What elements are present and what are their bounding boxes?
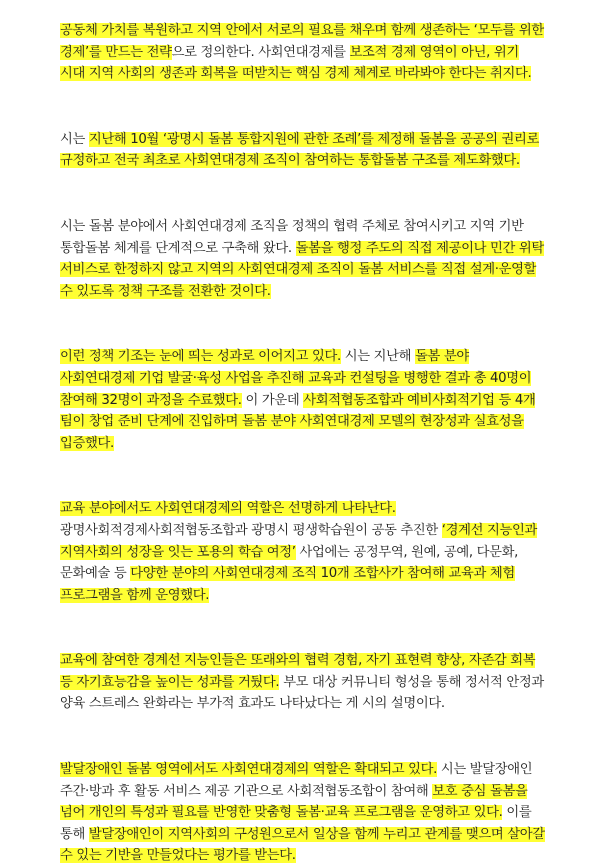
highlighted-text: 교육 분야에서도 사회연대경제의 역할은 선명하게 나타난다. — [60, 501, 396, 517]
plain-text: 이를 통해 — [60, 805, 532, 842]
highlighted-text: 보조적 경제 영역이 아닌, 위기 시대 지역 사회의 생존과 회복을 떠받치는 핵심 경제 체계로 바라봐야 한다는 취지다. — [60, 44, 532, 82]
highlighted-text: 사회적협동조합과 예비사회적기업 등 4개 팀이 창업 준비 단계에 진입하며 돌봄 분야 사회연대경제 모델의 현장성과 실효성을 입증했다. — [60, 392, 536, 451]
highlighted-text: 교육에 참여한 경계선 지능인들은 또래와의 협력 경험, 자기 표현력 향상, 자존감 회복 등 자기효능감을 높이는 성과를 거뒀다. — [60, 653, 536, 690]
paragraph-4 — [60, 346, 546, 454]
paragraph-2 — [60, 129, 546, 172]
plain-text: 으로 정의한다. 사회연대경제를 — [171, 44, 350, 60]
paragraph-6 — [60, 650, 546, 715]
plain-text: 시는 돌봄 분야에서 사회연대경제 조직을 정책의 협력 주체로 참여시키고 지역 기반 통합돌봄 체계를 단계적으로 구축해 왔다. — [60, 218, 524, 256]
plain-text: 부모 대상 커뮤니티 형성을 통해 정서적 안정과 양육 스트레스 완화라는 부가적 효과도 나타났다는 게 시의 설명이다. — [60, 674, 544, 712]
article-body — [60, 20, 546, 867]
highlighted-text: 공동체 가치를 복원하고 지역 안에서 서로의 필요를 채우며 함께 생존하는 ‘모두를 위한 경제’를 만드는 전략 — [60, 23, 544, 60]
plain-text: 이 가운데 — [241, 392, 304, 408]
highlighted-text: 돌봄을 행정 주도의 직접 제공이나 민간 위탁 서비스로 한정하지 않고 지역의 사회연대경제 조직이 돌봄 서비스를 직접 설계·운영할 수 있도록 정책 구조를 전환한 것이다. — [60, 240, 544, 299]
plain-text: 시는 발달장애인 주간·방과 후 활동 서비스 제공 기관으로 사회적협동조합이 참여해 — [60, 762, 533, 799]
paragraph-5 — [60, 498, 546, 606]
highlighted-text: 발달장애인 돌봄 영역에서도 사회연대경제의 역할은 확대되고 있다. — [60, 762, 437, 778]
paragraph-3 — [60, 216, 546, 302]
plain-text: 사업에는 공정무역, 원예, 공예, 다문화, 문화예술 등 — [60, 544, 518, 582]
paragraph-1 — [60, 20, 546, 85]
paragraph-7 — [60, 759, 546, 867]
plain-text: 시는 — [60, 131, 89, 147]
highlighted-text: 이런 정책 기조는 눈에 띄는 성과로 이어지고 있다. — [60, 349, 341, 365]
plain-text: 광명사회적경제사회적협동조합과 광명시 평생학습원이 공동 추진한 — [60, 522, 442, 538]
highlighted-text: 발달장애인이 지역사회의 구성원으로서 일상을 함께 누리고 관계를 맺으며 살아갈 수 있는 기반을 만들었다는 평가를 받는다. — [60, 826, 545, 864]
highlighted-text: 다양한 분야의 사회연대경제 조직 10개 조합사가 참여해 교육과 체험 프로그램을 함께 운영했다. — [60, 566, 515, 603]
plain-text: 시는 지난해 — [340, 349, 416, 365]
highlighted-text: 지난해 10월 ‘광명시 돌봄 통합지원에 관한 조례’를 제정해 돌봄을 공공의 권리로 규정하고 전국 최초로 사회연대경제 조직이 참여하는 통합돌봄 구조를 제도화했다. — [60, 131, 539, 169]
highlighted-text: 보호 중심 돌봄을 넘어 개인의 특성과 필요를 반영한 맞춤형 돌봄·교육 프로그램을 운영하고 있다. — [60, 783, 528, 821]
highlighted-text: 돌봄 분야 사회연대경제 기업 발굴·육성 사업을 추진해 교육과 컨설팅을 병행한 결과 총 40명이 참여해 32명이 과정을 수료했다. — [60, 349, 532, 408]
highlighted-text: ‘경계선 지능인과 지역사회의 성장을 잇는 포용의 학습 여정’ — [60, 522, 537, 560]
